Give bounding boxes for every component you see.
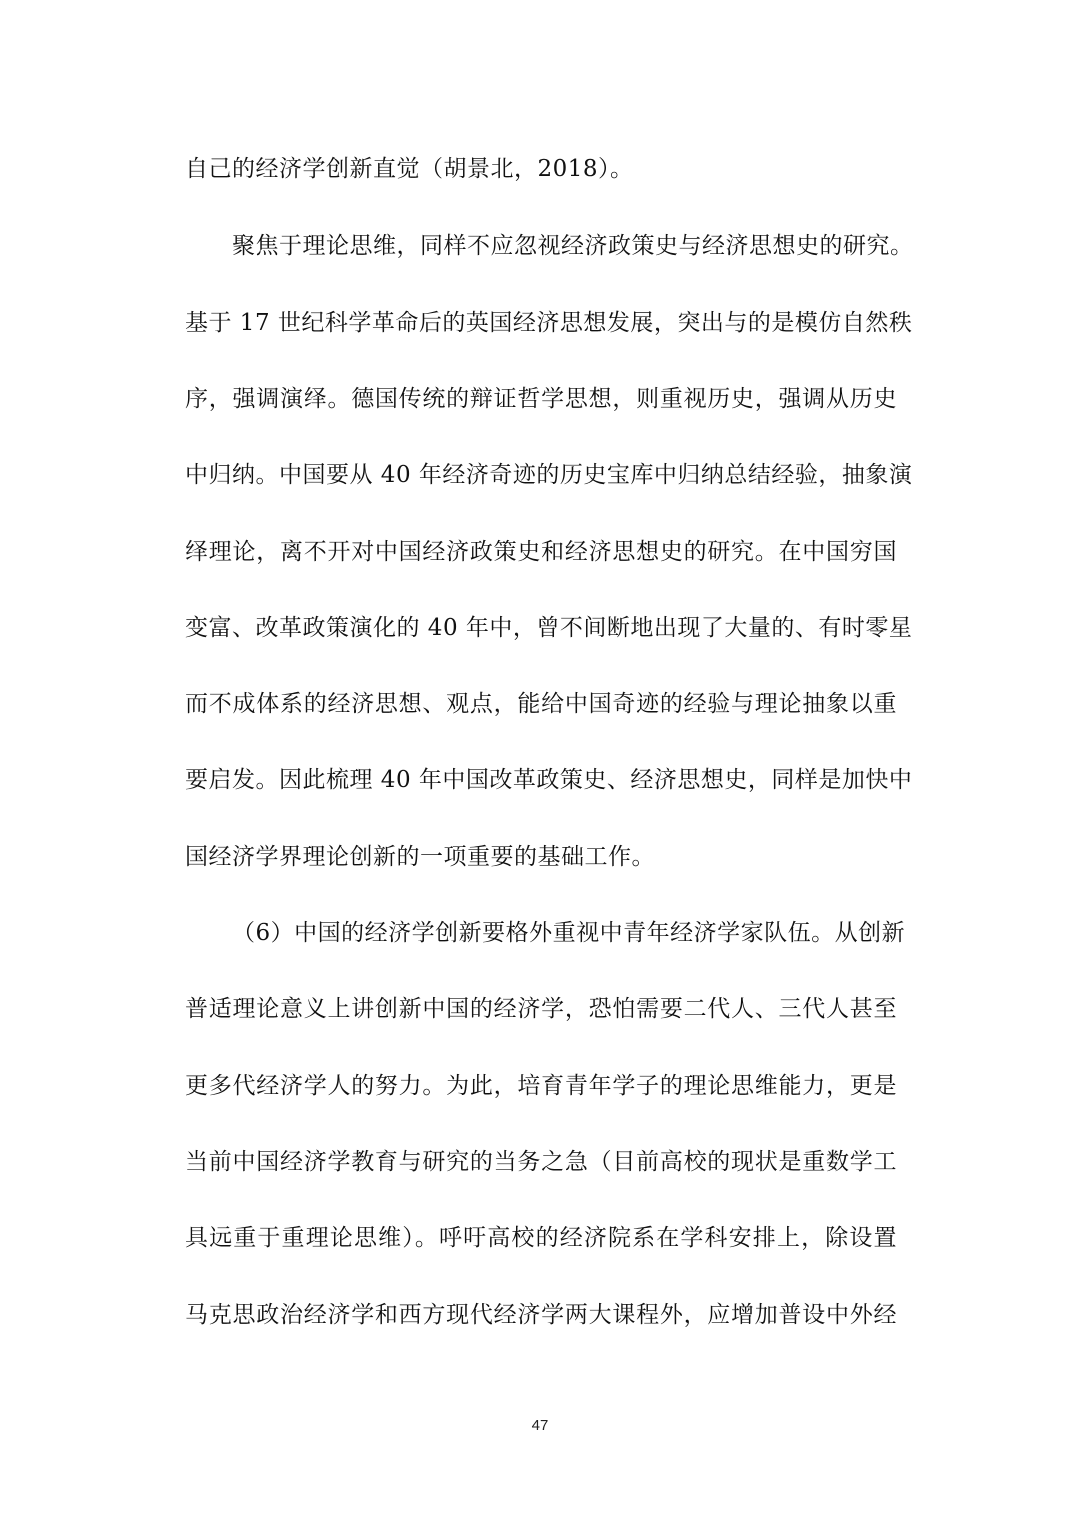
paragraph-line: 绎理论，离不开对中国经济政策史和经济思想史的研究。在中国穷国 xyxy=(185,539,897,565)
paragraph-line: 要启发。因此梳理 40 年中国改革政策史、经济思想史，同样是加快中 xyxy=(185,767,913,793)
paragraph-line: 变富、改革政策演化的 40 年中，曾不间断地出现了大量的、有时零星 xyxy=(185,615,913,641)
paragraph-line: 当前中国经济学教育与研究的当务之急（目前高校的现状是重数学工 xyxy=(185,1149,897,1175)
paragraph-line: 普适理论意义上讲创新中国的经济学，恐怕需要二代人、三代人甚至 xyxy=(185,996,897,1022)
paragraph-line: （6）中国的经济学创新要格外重视中青年经济学家队伍。从创新 xyxy=(232,920,906,946)
paragraph-line: 聚焦于理论思维，同样不应忽视经济政策史与经济思想史的研究。 xyxy=(232,233,914,259)
paragraph-line: 具远重于重理论思维）。呼吁高校的经济院系在学科安排上，除设置 xyxy=(185,1225,897,1251)
paragraph-line: 更多代经济学人的努力。为此，培育青年学子的理论思维能力，更是 xyxy=(185,1073,897,1099)
page-number: 47 xyxy=(531,1417,549,1434)
paragraph-line: 马克思政治经济学和西方现代经济学两大课程外，应增加普设中外经 xyxy=(185,1302,897,1328)
paragraph-line: 而不成体系的经济思想、观点，能给中国奇迹的经验与理论抽象以重 xyxy=(185,691,897,717)
paragraph-line: 中归纳。中国要从 40 年经济奇迹的历史宝库中归纳总结经验，抽象演 xyxy=(185,462,913,488)
paragraph-line: 国经济学界理论创新的一项重要的基础工作。 xyxy=(185,844,655,870)
paragraph-line: 自己的经济学创新直觉（胡景北，2018）。 xyxy=(185,156,634,182)
paragraph-line: 序，强调演绎。德国传统的辩证哲学思想，则重视历史，强调从历史 xyxy=(185,386,897,412)
paragraph-line: 基于 17 世纪科学革命后的英国经济思想发展，突出与的是模仿自然秩 xyxy=(185,310,913,336)
